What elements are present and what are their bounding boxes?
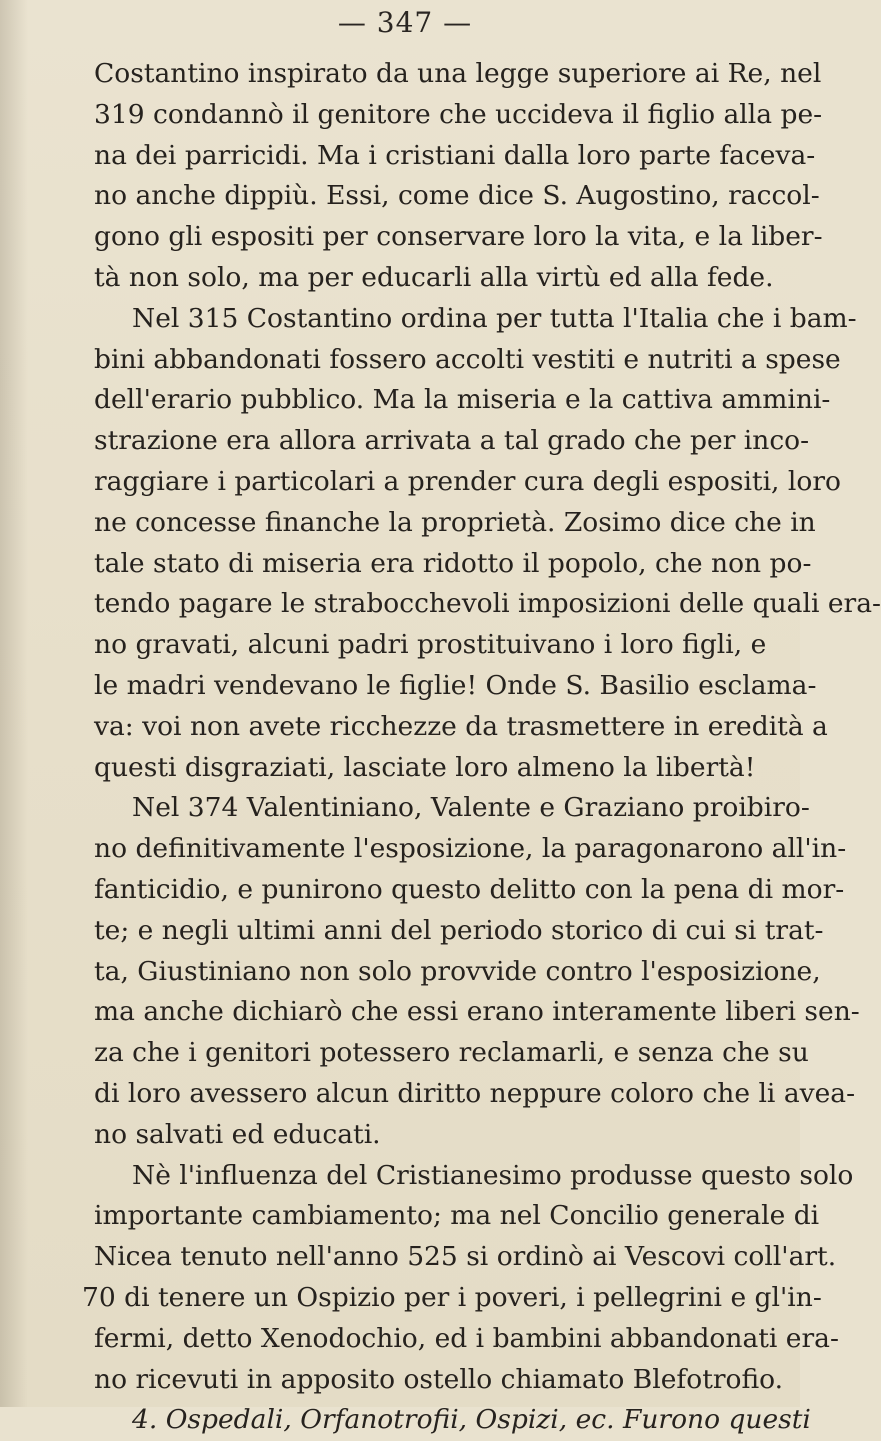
text-line: importante cambiamento; ma nel Concilio generale di [94, 1200, 820, 1232]
text-line: le madri vendevano le figlie! Onde S. Basilio esclama- [94, 669, 817, 701]
text-line: bini abbandonati fossero accolti vestiti e nutriti a spese [94, 343, 841, 375]
text-line: na dei parricidi. Ma i cristiani dalla loro parte faceva- [94, 139, 816, 171]
text-line: no gravati, alcuni padri prostituivano i loro figli, e [94, 629, 767, 661]
paragraph-start-line: Nel 374 Valentiniano, Valente e Graziano proibiro- [132, 792, 810, 824]
paragraph-start-line: Nel 315 Costantino ordina per tutta l'Italia che i bam- [132, 302, 857, 334]
text-line: te; e negli ultimi anni del periodo storico di cui si trat- [94, 914, 824, 946]
text-line: tà non solo, ma per educarli alla virtù ed alla fede. [94, 261, 774, 293]
text-line: fermi, detto Xenodochio, ed i bambini abbandonati era- [94, 1322, 839, 1354]
text-line: va: voi non avete ricchezze da trasmettere in eredità a [94, 710, 828, 742]
text-line: 319 condannò il genitore che uccideva il figlio alla pe- [94, 98, 823, 130]
text-line: tale stato di miseria era ridotto il popolo, che non po- [94, 547, 812, 579]
page-number: — 347 — [337, 6, 473, 39]
paragraph-start-line: Nè l'influenza del Cristianesimo produsse questo solo [132, 1159, 854, 1191]
text-line: no salvati ed educati. [94, 1118, 381, 1150]
text-line: di loro avessero alcun diritto neppure coloro che li avea- [94, 1077, 856, 1109]
page-number-header [0, 6, 800, 39]
section-heading-line: 4. Ospedali, Orfanotrofii, Ospizi, ec. Furono questi [132, 1404, 811, 1436]
text-line: raggiare i particolari a prender cura degli espositi, loro [94, 465, 841, 497]
text-line: fanticidio, e punirono questo delitto con la pena di mor- [94, 873, 845, 905]
text-line: Costantino inspirato da una legge superiore ai Re, nel [94, 58, 822, 89]
text-line: Nicea tenuto nell'anno 525 si ordinò ai Vescovi coll'art. [94, 1241, 837, 1273]
text-line: questi disgraziati, lasciate loro almeno la libertà! [94, 751, 756, 783]
body-text [82, 54, 881, 1441]
text-line: dell'erario pubblico. Ma la miseria e la cattiva ammini- [94, 384, 831, 416]
text-line: no anche dippiù. Essi, come dice S. Augostino, raccol- [94, 180, 820, 212]
text-line: strazione era allora arrivata a tal grado che per inco- [94, 425, 810, 457]
text-line: ta, Giustiniano non solo provvide contro l'esposizione, [94, 955, 821, 987]
text-line: no definitivamente l'esposizione, la paragonarono all'in- [94, 833, 847, 865]
text-line: no ricevuti in apposito ostello chiamato Blefotrofio. [94, 1363, 784, 1395]
text-line: za che i genitori potessero reclamarli, e senza che su [94, 1037, 809, 1069]
text-line: ne concesse finanche la proprietà. Zosimo dice che in [94, 506, 816, 538]
text-line: tendo pagare le strabocchevoli imposizioni delle quali era- [94, 588, 881, 620]
page-binding-shadow [0, 0, 28, 1407]
text-line: 70 di tenere un Ospizio per i poveri, i pellegrini e gl'in- [82, 1281, 822, 1313]
text-line: gono gli espositi per conservare loro la vita, e la liber- [94, 221, 823, 253]
text-line: ma anche dichiarò che essi erano interamente liberi sen- [94, 996, 860, 1028]
